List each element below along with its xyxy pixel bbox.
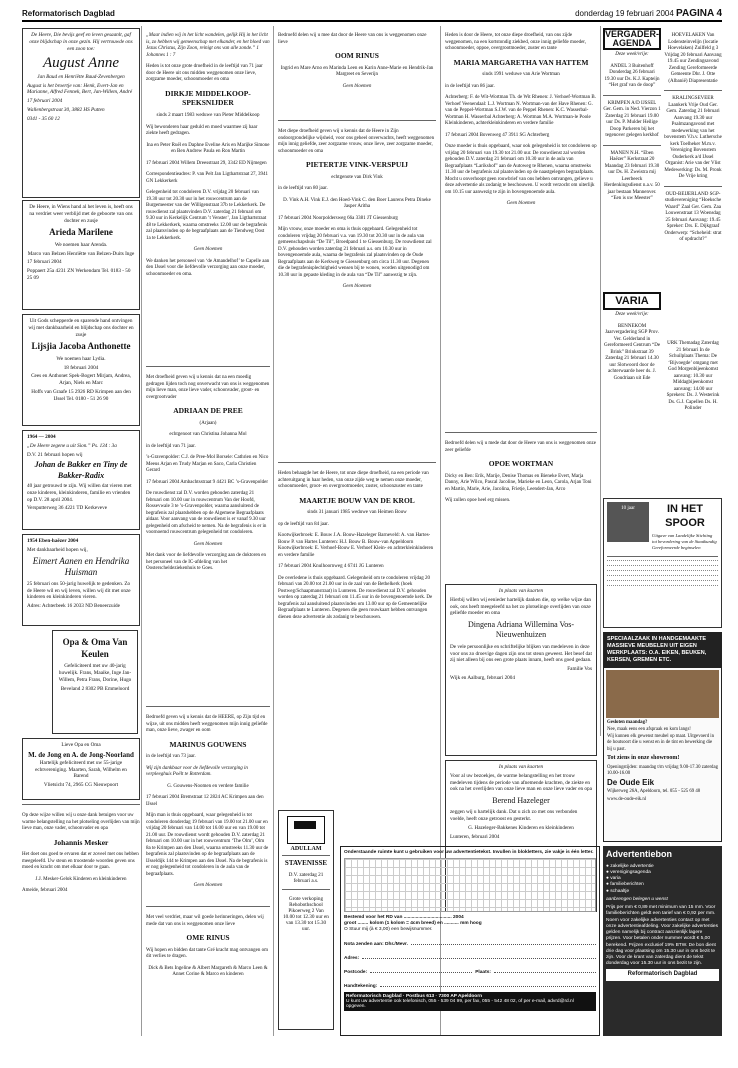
newspaper-name: Reformatorisch Dagblad: [22, 9, 115, 18]
option-agenda[interactable]: ● verenigingsagenda: [606, 869, 651, 875]
name-august-anne: August Anne: [43, 55, 119, 72]
ad-de-oude-eik: SPECIAALZAAK IN HANDGEMAAKTE MASSIEVE MEUBELEN UIT EIGEN WERKPLAATS: O.A. EIKEN, BEUKEN, KERSEN, GREMEN ETC. Gesloten maandag? Nee, maak eens een afspraak en kom langs! Wij kunnen elk gewenst meubel op maat. Uitgevoerd in de houtsoort die u wenst en in de tint en bewerking die bij u past. Tot ziens in onze showroom! Openingstijden: maandag t/m vrijdag 9.00-17.30 zaterdag 10.00-16.00 De Oude Eik Wijkerweg 26A, Apeldoorn, tel. 055 - 525 69 48 www.de-oude-eik.nl: [603, 632, 722, 842]
congrats-de-jong: Lieve Opa en Oma M. de Jong en A. de Jong-Noorland Hartelijk gefeliciteerd met uw 55-jarige echtvereniging. Maarten, Sarah, Wilhelm en Barend Vlietsicht 74, 2965 CG Nieuwpoort: [22, 738, 140, 800]
ad-stavenisse: ADULLAM STAVENISSE D.V. zaterdag 21 februari a.s. Grote verkoping Rehobothschool Pikoerweg 2 Van 10.00 tot 12.30 uur en van 13.30 tot 15.30 uur.: [278, 810, 334, 1030]
option-zakelijk[interactable]: ● zakelijke advertentie: [606, 863, 654, 869]
obituary-vink: Met diepe droefheid geven wij u kennis dat de Heere in Zijn ondoorgrondelijke wijsheid, voor ons geheel onverwachts, heeft weggenomen mijn innig geliefde, zeer zorgzame vrouw, onze lieve, zeer zorgzame moeder, schoonmoeder en oma PIETERTJE VINK-VERSPUIJ echtgenote van Dirk Vink in de leeftijd van 80 jaar. D. Vink A.H. Vink E.J. den Hoed-Vink C. den Boer Laurens Petra Dineke Jasper Aritha 17 februari 2004 Noorpoldersweg 66a 3381 JT Giessenburg Mijn vrouw, onze moeder en oma is thuis opgebaard. Gelegenheid tot condoleren vrijdag 20 februari v.a. van 19.30 tot 20.30 uur in de aula van gemeenschapshuis “De Til”, Broedpand 1 te Giessenburg. De rouwdienst zal D.V. gehouden worden zaterdag 21 februari a.s. om 10.30 uur in bovengenoemde aula, waarna de begrafenis zal plaatsvinden op de Oude Begraafplaats aan de Kerkweg te Giessenburg om circa 11.30 uur. Degenen die de begrafenisplechtigheid wensen bij te wonen, worden uitgenodigd om 10.30 uur in gepaste kleding in de aula van “De Til” aanwezig te zijn. Geen bloemen: [278, 120, 436, 458]
thanks-vos: In plaats van kaarten Hierbij willen wij eenieder hartelijk danken die, op welke wijze dan ook, ons heeft meegeleefd na het zo plotselinge overlijden van onze geliefde moeder en oma Dingena Adriana Willemina Vos-Nieuwenhuizen De vele persoonlijke en schriftelijke blijken van medeleven in deze voor ons zo droevige dagen zijn ons tot steun geweest. Het besef dat zij niet alleen bij ons een grote plaats innam, heeft ons goed gedaan. Familie Vos Wijk en Aalburg, februari 2004: [445, 584, 597, 756]
adullam-logo-icon: [287, 816, 325, 844]
obituary-krol: Heden behaagde het de Heere, tot onze diepe droefheid, na een periode van achteruitgang in haar heden, van onze zijde weg te nemen onze moeder, schoonmoeder, groot- en overgrootmoeder, zuster, schoonzuster en tante MAARTJE BOUW VAN DE KROL sinds 31 januari 1985 weduwe van Heimen Bouw op de leeftijd van 84 jaar. Kootwijkerbroek: E. Bouw J.A. Bouw-Hazeleger Barneveld: A. van Hartes-Bouw P. van Hartes Lunteren: H.J. Bouw B. Bouw-van Appeldoorn Kootwijkerbroek: E. Verhoef-Bouw E. Verhoef Klein- en achterkleinkinderen en verdere familie 17 februari 2004 Knulhoornweg 4 6741 JG Lunteren De overledene is thuis opgebaard. Gelegenheid om te condoleren vrijdag 20 februari van 20.00 tot 21.00 uur in de zaal van de Bethelkerk (hoek Postweg/Schaapmanstraat) in Lunteren. De rouwdienst zal D.V. gehouden worden op zaterdag 21 februari om 11.45 uur in de bovengenoemde kerk. De begrafenis zal aansluitend plaatsvinden om 13.00 uur op de Gemeentelijke Begraafplaats te Lunteren. Degenen die geen rouwkaart hebben ontvangen dienen deze advertentie als zodanig te beschouwen.: [278, 462, 436, 804]
signature-field[interactable]: [380, 977, 596, 987]
address-field[interactable]: [362, 949, 596, 959]
thanks-mesker: Op deze wijze willen wij u onze dank betuigen voor uw warme belangstelling na het plotseling overlijden van mijn lieve man, onze vader, schoonvader en opa Johannis Mesker Het doet ons goed te ervaren dat er zoveel met ons hebben meegeleefd. Uw steun en troostende woorden geven ons moed en kracht om met elkaar door te gaan. J.J. Mesker-Gelok Kinderen en kleinkinderen Ameide, februari 2004: [22, 804, 140, 1034]
varia-section: VARIA Deze week/vrije: BENNEKOM Jaarvergadering SGP Prov. Ver. Gelderland in Gereformeerd Centrum “De Brink” Brinkstraat 39 Zaterdag 21 februari 14.30 uur Slotwoord door de achterwaarde heer ds. J. Goudriaan uit Ede: [603, 292, 661, 492]
agenda-col-6: HOEVELAKEN Van Lodensteinvelijn (locatie Hoevelaken) Zuilfeld g 3 Vrijdag 20 februari Aanvang 19.45 uur Zendingsavond Zending Gereformeerde Gemeente Dhr. J. Otte (Albanië) Diapresentatie KRALINGSEVEER Laankerk Vrije Oud Ger. Gem. Zaterdag 21 februari Aanvang 19.30 uur Psalmzangavond met medewerking van het bovenstem V.h.v. Luthersche kerk Toelheker M.m.v. Vereniging Bovenstem Ouderkerk a/d IJssel Organist: Arie van der Vlist Medewerking: Ds. M. Pronk De Vrije kring OUD-BEIJERLAND SGP-studievereniging “Hoeksche Waard” Zaal Ger. Gem. Zaa Louwenstraat 13 Woensdag 25 februari Aanvang: 19.45 Spreker: Drs. E. Dijkgraaf Onderwerp: “Scheheid: strat of opdracht?”: [664, 33, 722, 242]
name-field[interactable]: [411, 935, 596, 945]
option-schaaltje[interactable]: ● schaaltje: [606, 888, 630, 894]
column-rule: [141, 26, 142, 1036]
page-header: [22, 8, 722, 22]
obituary-middelkoop: „Maar indien wij in het licht wandelen, gelijk Hij in het licht is, zo hebben wij gemeenschap met elkander, en het bloed van Jezus Christus, Zijn Zoon, reinigt ons van alle zonde.” 1 Johannes 1 : 7 Heden is tot onze grote droefheid in de leeftijd van 71 jaar door de Heere uit ons midden weggenomen onze lieve, zorgzame moeder, schoonmoeder en oma DIRKJE MIDDELKOOP-SPEKSNIJDER sinds 2 maart 1983 weduwe van Pieter Middelkoop Wij bewonderen haar geduld en moed waarmee zij haar ziekte heeft gedragen. Ina en Peter Ruël en Daphne Eveline Aris en Marijke Simone en Ben Andrew Paula en Ron Martin 17 februari 2004 Willem Dreesstraat 29, 3342 ED Nijmegen Correspondentieadres: P. van Pelt Jan Ligthartstraat 27, 3941 GN Lekkerkerk Gelegenheid tot condoleren D.V. vrijdag 20 februari van 19.30 uur tot 20.30 uur in het rouwcentrum aan de Burgemeester van der Willigenstraat 37b te Lekkerkerk. De rouwdienst zal plaatsvinden D.V. zaterdag 21 februari om 9.30 uur in Kerkelijk Centrum ’t Venster’, Jan Ligthartstraat 48 te Lekkerkerk, waarna omstreeks 12.00 uur de begrafenis zal plaatsvinden op de begraafplaats aan de Tiendweg Oost 1a te Lekkerkerk. Geen bloemen We danken het personeel van ‘de Amandelhof’ te Capelle aan den IJssel voor die liefdevolle verzorging aan onze moeder, schoonmoeder en oma.: [146, 33, 270, 277]
jubilee-aanen: 1954 Eben-haëzer 2004 Met dankbaarheid hopen wij, Eimert Aanen en Hendrika Huisman 25 februari ons 50-jarig huwelijk te gedenken. Zo de Heere wil en wij leven, willen wij dit met onze kinderen en kleinkinderen vieren. Adres: Achterbeek 16 2033 ND Beneerzuide: [22, 534, 140, 626]
agenda-urk: URK Themadag Zaterdag 21 februari In de Schuilplaats Thema: De ‘Bijvoegde’ omgang met God Morgenbijeenkomst aanvang: 10.30 uur Middagbijeenkomst aanvang: 14.00 uur Sprekers: Ds. J. Westerink Ds. G.J. Capellen Ds. H. Polinder: [666, 341, 720, 411]
birth-announcement-marlene: De Heere, in Wiens hand al het leven is, heeft ons na verdriet weer verblijd met de geboorte van ons dochter en zusje Arieda Marilene We noemen haar Arenda. Marco van Belzen Henriëtte van Belzen-Duits Inge 17 februari 2004 Poppaert 25a 4231 ZN Werkendam Tel. 0183 - 50 25 09: [22, 200, 140, 310]
obituary-van-hattem: Heden is door de Heere, tot onze diepe droefheid, van ons zijde weggenomen, na een kortstondig ziekbed, onze innig geliefde moeder, schoonmoeder, oppoe, overgrootmoeder, zuster en tante MARIA MARGARETHA VAN HATTEM sinds 1991 weduwe van Arie Wortman in de leeftijd van 86 jaar. Achterberg: F. de Wit-Wortman Th. de Wit Rhenen: J. Verhoef-Wortman B. Verhoef Veenendaal: L.J. Wortman N. Wortman-van der Have Rhenen: G. van de Peppel-Wortman S.J.W. van de Peppel Rhenen: K.C. Wasserbal-Wortman H. Wasserbal Achterberg: A. Wortman M.A. Wortman-le Poole Kleinkinderen, achterkleinkinderen en verdere familie 17 februari 2004 Bovenweg 47 3911 SG Achterberg Onze moeder is thuis opgebaard, waar ook gelegenheid is tot condoleren op vrijdag 20 februari van 19.30 tot 21.00 uur. De rouwdienst zal worden gehouden D.V. zaterdag 21 februari om 10.30 uur in de aula van Begraafplaats “Larikshof” aan de Autoweg te Rhenen, waarna omstreeks 11.30 uur de begrafenis zal plaatsvinden op de naastgelegen begraafplaats. Mocht u onverhoopt geen rouwbrief van ons hebben ontvangen, gelieve u deze advertentie als zodanig te beschouwen. U wordt verzocht om uiterlijk om 10.15 uur aanwezig te zijn in bovengenoemde aula. Geen bloemen: [445, 33, 597, 207]
ad-in-het-spoor: 10 jaar IN HET SPOOR Uitgave van Landelijke Stichting tot bevordering van de Staatkundig Gereformeerde beginselen: [603, 498, 722, 628]
obituary-gouwens: Bedroefd geven wij u kennis dat de HEERE, op Zijn tijd en wijze, uit ons midden heeft weggenomen mijn innig geliefde man, onze lieve, zwager en oom MARINUS GOUWENS in de leeftijd van 73 jaar. Wij zijn dankbaar voor de liefdevolle verzorging in verpleeghuis Poëlt te Rotterdam. G. Gouwens-Noomen en verdere familie 17 februari 2004 Bremstraat 12 2824 AC Krimpen aan den IJssel Mijn man is thuis opgebaard, waar gelegenheid is tot condoleren donderdag 19 februari van 19.00 tot 21.00 uur en vrijdag 20 februari van 14.00 tot 16.00 uur en van 19.00 tot 21.00 uur. De rouwdienst wordt gehouden D.V. zaterdag 21 februari om 10.00 uur in het rouwcentrum ‘The Olm’, Olm 8a te Krimpen aan den IJssel, waarna omstreeks 11.30 uur de begrafenis zal plaatsvinden op de begraafplaats aan de IJsseldijk 144 te Krimpen aan den IJssel. Na de begrafenis is er nog gelegenheid tot condoleren in de aula van de begraafplaats. Geen bloemen: [146, 706, 270, 902]
text-grid-input[interactable]: [344, 858, 596, 912]
jubilee-de-bakker: 1964 — 2004 „De Heere zegene u uit Sion.” Ps. 134 : 3a D.V. 21 februari hopen wij Johan de Bakker en Tiny de Bakker-Radix 40 jaar getrouwd te zijn. Wij willen dat vieren met onze kinderen, kleinkinderen, familie en vrienden op D.V. 28 april 2004. Versputterweg 36 4221 TD Kerkeveve: [22, 430, 140, 530]
thanks-hazeleger: In plaats van kaarten Voor al uw bezoekjes, de warme belangstelling en het trouw medeleven tijdens de periode van afnemende krachten, de ziekte en ook na het overlijden van onze lieve man en onze lieve vader en opa Berend Hazeleger zeggen wij u hartelijk dank. Dat u zich zo met ons verbonden voelde, heeft onze getroost en gesterkt. G. Hazeleger-Bakkenes Kinderen en kleinkinderen Lunteren, februari 2004: [445, 760, 597, 912]
option-varia[interactable]: ● varia: [606, 876, 621, 882]
birth-announcement-lydia: Uit Gods schepperde en sparende hand ontvingen wij met dankbaarheid en blijdschap ons dochter en zusje Lijsjia Jacoba Anthonette We noemen haar Lydia. 18 februari 2004 Cees en Anthonet Spek-Bogert Mirjam, Andrea, Arjan, Niels en Marc Hoffs van Graafe 15 2926 RD Krimpen aan den IJssel Tel. 0180 - 51 26 90: [22, 314, 140, 426]
book-cover-image: 10 jaar: [607, 502, 649, 542]
obituary-oom-rinus: Bedroefd delen wij u mee dat door de Heere van ons is weggenomen onze lieve OOM RINUS Ingrid en Mare Arno en Marinda Leen en Karin Anne-Marie en Hendrik-Jan Margreet en Severijn Geen bloemen: [278, 33, 434, 89]
birth-announcement-august: De Heere, Die bevijs geef en leven gesaanlt, gaf onze blijdschap in onze gezin. Hij vertrouwde ons een zoon toe: August Anne Jan Baud en Henriëtte Baud-Zevenbergen August is het broertje van: Henk, Evert-Jan en Marianne, Alfred Fennek, Bert, Jan-Willem, André 17 februari 2004 Wallenbergstraat 30, 3882 HS Putten 0341 - 35 60 12: [22, 28, 140, 198]
name-dirkje: DIRKJE MIDDELKOOP-SPEKSNIJDER: [165, 88, 251, 108]
order-options-list: [606, 864, 719, 895]
obituary-ome-rinus: Met veel verdriet, maar wil goede herinneringen, delen wij mede dat van ons is weggenomen onze lieve OME RINUS Wij hopen en bidden dat tante Gré kracht mag ontvangen om dit verlies te dragen. Dick & Bets Ingeline & Albert Margareth & Marco Leen & Annet Corine & Marco en kinderen: [146, 906, 270, 1034]
congrats-van-keulen: Opa & Oma Van Keulen Gefeliciteerd met uw 40-jarig huwelijk. Frans, Maaike, Inge Jan-Willem, Petra Frans, Dorine, Hugo Beveland 2 8302 PB Emmeloord: [52, 630, 138, 734]
meeting-agenda: VERGADER- AGENDA Deze week/vrije: ANDEL 3 Buitenhoff Donderdag 26 februari 19.30 uur Ds. K.J. Kapteijn “Het graf van de doop” KRIMPEN A/D IJSSEL Ger. Gem. in Ned. Vierzon 1 Zaterdag 21 februari 19.00 uur Ds. P. Mulder Heilige Doop Parkeren bij het tegenover gelegen kerkhof MANEN N.H. “Eben Haëzer” Kerkstraat 20 Maandag 23 februari 19.30 uur Ds. H. Zweistra mij Leerbeeck Herdenkingsdienst n.a.v. 50 jaar bestaan Mannenver. “Een is uw Meester”: [603, 29, 661, 201]
obituary-opoe-wortman: Bedroefd delen wij u mede dat door de Heere van ons is weggenomen onze zeer geliefde OPOE WORTMAN Dicky en Ben: Erik, Marije, Denise Thomas en Bieneke Evert, Marja Danny, Arie Wilco, Pascal Jacoline, Marieke en Leon, Carola, Arjan Toni en Martin, Marie, Arie, Jacolina, Frietje, Leendert-Jan, Arco Wij zullen opoe heel erg missen.: [445, 432, 597, 580]
page-info: donderdag 19 februari 2004 PAGINA 4: [575, 8, 722, 19]
advert-form: Onderstaande ruimte kunt u gebruiken voor uw advertentietekst. Invullen in blokletters, zie vakje is één letter. Bestemd voor het RD van .................................... 2004 groot ........ kolom (1 kolom = 4cm breed) en ........... mm hoog O Stuur mij (à € 3,00) een bewijsnummer. Nota zenden aan: Dhr./Mevr. Adres: Postcode: Plaats: Handtekening: Reformatorisch Dagblad · Postbus 613 · 7300 AP Apeldoorn U kunt uw advertentie ook telefonisch, 055 - 539 04 99, per fax, 055 - 542 48 02, of per e-mail, advrd@rd.nl opgeven.: [340, 846, 600, 1036]
rd-logo: Reformatorisch Dagblad: [606, 969, 719, 981]
advert-bon-panel: Advertentiebon ● zakelijke advertentie ● verenigingsagenda ● varia ● familieberichten ● schaaltje aanbrengen belegen u wenst Prijs per mm € 0,89 met minimum van 15 mm. Voor familieberichten geldt een tarief van € 0,92 per mm. Noem voor zakelijke advertenties contact op met onze advertentieafdeling. Voor zakelijke advertenties gelden namelijk bij contract aanzienlijk lagere prijzen. Voor betalen onder nummer wordt € 5,00 berekend. Prijzen exclusief 19% BTW. De bon dient drie dag voor plaatsing om 15.30 uur in ons bezit te zijn. Voor de krant van zaterdag dient de tekst donderdag voor 15.30 uur in ons bezit te zijn. Reformatorisch Dagblad: [603, 846, 722, 1036]
column-rule: [600, 26, 601, 736]
column-rule: [273, 26, 274, 1036]
option-familie[interactable]: ● familieberichten: [606, 882, 644, 888]
postcode-field[interactable]: [370, 963, 472, 973]
agenda-logo: VERGADER- AGENDA: [605, 29, 660, 48]
obituary-de-pree: Met droefheid geven wij u kennis dat na een moedig gedragen lijden toch nog onverwacht van ons is weggenomen mijn lieve man, onze lieve vader, schoonvader, groot- en overgrootvader ADRIAAN DE PREE (Arjaan) echtgenoot van Christina Johanna Mol in de leeftijd van 71 jaar. ’s-Gravenpolder: C.J. de Pree-Mol Borsele: Cathrien en Nico Meeus Arjan en Trudy Marjan en Saco, Carla Christien Gerard 17 februari 2004 Ambachtsstraat 9 4421 BC ’s-Gravenpolder De rouwdienst zal D.V. worden gehouden zaterdag 21 februari om 10.00 uur in rouwcentrum Van der Hoofd, Rossevwale 3 te ’s-Gravenpolder, waarna aansluitend de begrafenis zal plaatshebben op de Algemene Begraafplaats aldaar. Voor aanvang van de rouwdienst is er vanaf 9.30 uur gelegenheid om afscheid te nemen. Na de begrafenis is er in voornoemd rouwcentrum gelegenheid tot condoleren. Geen bloemen Met dank voor de liefdevolle verzorging aan de doktoren en het personeel van de IC-afdeling van het Oosterscheldeziekenhuis te Goes.: [146, 366, 270, 702]
furniture-photo: [606, 670, 719, 718]
proof-copy-checkbox[interactable]: O Stuur mij (à € 3,00) een bewijsnummer.: [344, 927, 433, 932]
city-field[interactable]: [494, 963, 596, 973]
